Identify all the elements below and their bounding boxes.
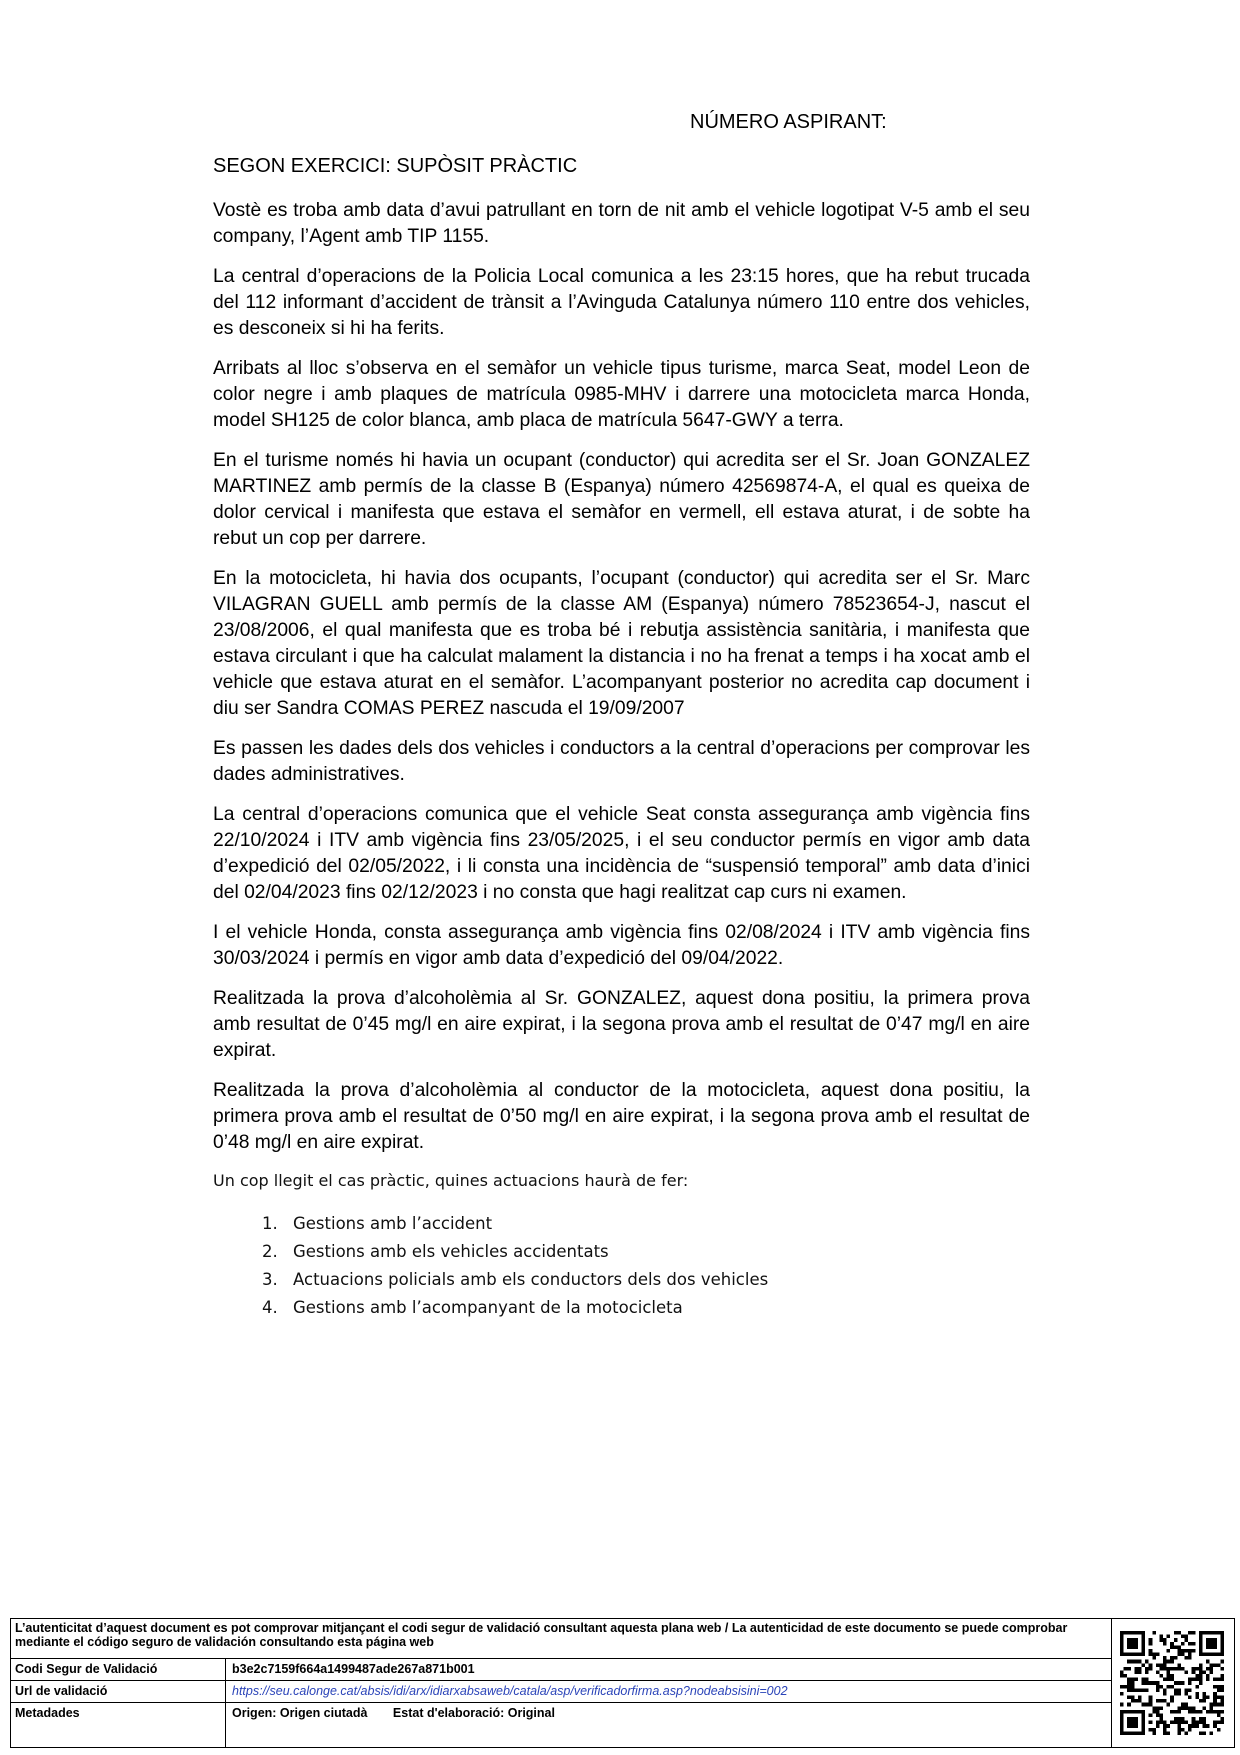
task-item: 2. Gestions amb els vehicles accidentats (283, 1238, 1030, 1266)
tasks-list (213, 1210, 1030, 1322)
document-title: SEGON EXERCICI: SUPÒSIT PRÀCTIC (213, 155, 578, 177)
csv-value: b3e2c7159f664a1499487ade267a871b001 (232, 1662, 475, 1676)
url-row (11, 1681, 1111, 1703)
paragraph-10: Realitzada la prova d’alcoholèmia al conductor de la motocicleta, aquest dona positiu, la primera prova amb el resultat de 0’50 mg/l en aire expirat, i la segona prova amb el resultat de 0’48 mg/l en aire expirat. (213, 1080, 1030, 1153)
paragraph-5: En la motocicleta, hi havia dos ocupants, l’ocupant (conductor) qui acredita ser el Sr. Marc VILAGRAN GUELL amb permís de la classe AM (Espanya) número 78523654-J, nascut el 23/08/2006, el qual manifesta que es troba bé i rebutja assistència sanitària, i manifesta que estava circulant i que ha calculat malament la distancia i no ha frenat a temps i ha xocat amb el vehicle que estava aturat en el semàfor. L’acompanyant posterior no acredita cap document i diu ser Sandra COMAS PEREZ nascuda el 19/09/2007 (213, 568, 1030, 719)
metadata-label: Metadades (11, 1703, 226, 1747)
validation-footer (10, 1618, 1235, 1748)
csv-label: Codi Segur de Validació (11, 1659, 226, 1680)
validation-url-link[interactable]: https://seu.calonge.cat/absis/idi/arx/idiarxabsaweb/catala/asp/verificadorfirma.asp?nodeabsisini=002 (232, 1684, 788, 1698)
paragraph-9: Realitzada la prova d’alcoholèmia al Sr. GONZALEZ, aquest dona positiu, la primera prova amb resultat de 0’45 mg/l en aire expirat, i la segona prova amb el resultat de 0’47 mg/l en aire expirat. (213, 988, 1030, 1061)
paragraph-4: En el turisme només hi havia un ocupant (conductor) qui acredita ser el Sr. Joan GONZALEZ MARTINEZ amb permís de la classe B (Espanya) número 42569874-A, el qual es queixa de dolor cervical i manifesta que estava el semàfor en vermell, ell estava aturat, i de sobte ha rebut un cop per darrere. (213, 450, 1030, 549)
metadata-value (226, 1703, 1111, 1747)
csv-row (11, 1659, 1111, 1681)
paragraph-7: La central d’operacions comunica que el vehicle Seat consta assegurança amb vigència fins 22/10/2024 i ITV amb vigència fins 23/05/2025, i el seu conductor permís en vigor amb data d’expedició del 02/05/2022, i li consta una incidència de “suspensió temporal” amb data d’inici del 02/04/2023 fins 02/12/2023 i no consta que hagi realitzat cap curs ni examen. (213, 804, 1030, 903)
metadata-origin: Origen: Origen ciutadà (232, 1706, 368, 1720)
paragraph-2: La central d’operacions de la Policia Local comunica a les 23:15 hores, que ha rebut trucada del 112 informant d’accident de trànsit a l’Avinguda Catalunya número 110 entre dos vehicles, es desconeix si hi ha ferits. (213, 266, 1030, 339)
paragraph-8: I el vehicle Honda, consta assegurança amb vigència fins 02/08/2024 i ITV amb vigència fins 30/03/2024 i permís en vigor amb data d’expedició del 09/04/2022. (213, 922, 1030, 969)
task-item: 1. Gestions amb l’accident (283, 1210, 1030, 1238)
metadata-state: Estat d'elaboració: Original (392, 1706, 555, 1720)
aspirant-number-label: NÚMERO ASPIRANT: (690, 111, 887, 133)
paragraph-6: Es passen les dades dels dos vehicles i conductors a la central d’operacions per comprovar les dades administratives. (213, 738, 1030, 785)
paragraph-1: Vostè es troba amb data d’avui patrullant en torn de nit amb el vehicle logotipat V-5 amb el seu company, l’Agent amb TIP 1155. (213, 200, 1030, 247)
task-item: 3. Actuacions policials amb els conductors dels dos vehicles (283, 1266, 1030, 1294)
validation-table (11, 1619, 1112, 1747)
validation-notice: L’autenticitat d’aquest document es pot comprovar mitjançant el codi segur de validació consultant aquesta plana web / La autenticidad de este documento se puede comprobar mediante el código seguro de validación consultando esta página web (11, 1619, 1111, 1659)
task-item: 4. Gestions amb l’acompanyant de la motocicleta (283, 1294, 1030, 1322)
qr-code-icon (1120, 1625, 1224, 1741)
paragraph-3: Arribats al lloc s’observa en el semàfor un vehicle tipus turisme, marca Seat, model Leon de color negre i amb plaques de matrícula 0985-MHV i darrere una motocicleta marca Honda, model SH125 de color blanca, amb placa de matrícula 5647-GWY a terra. (213, 358, 1030, 431)
tasks-intro: Un cop llegit el cas pràctic, quines actuacions haurà de fer: (213, 1171, 689, 1190)
metadata-row (11, 1703, 1111, 1747)
url-label: Url de validació (11, 1681, 226, 1702)
document-body (213, 150, 1030, 1322)
